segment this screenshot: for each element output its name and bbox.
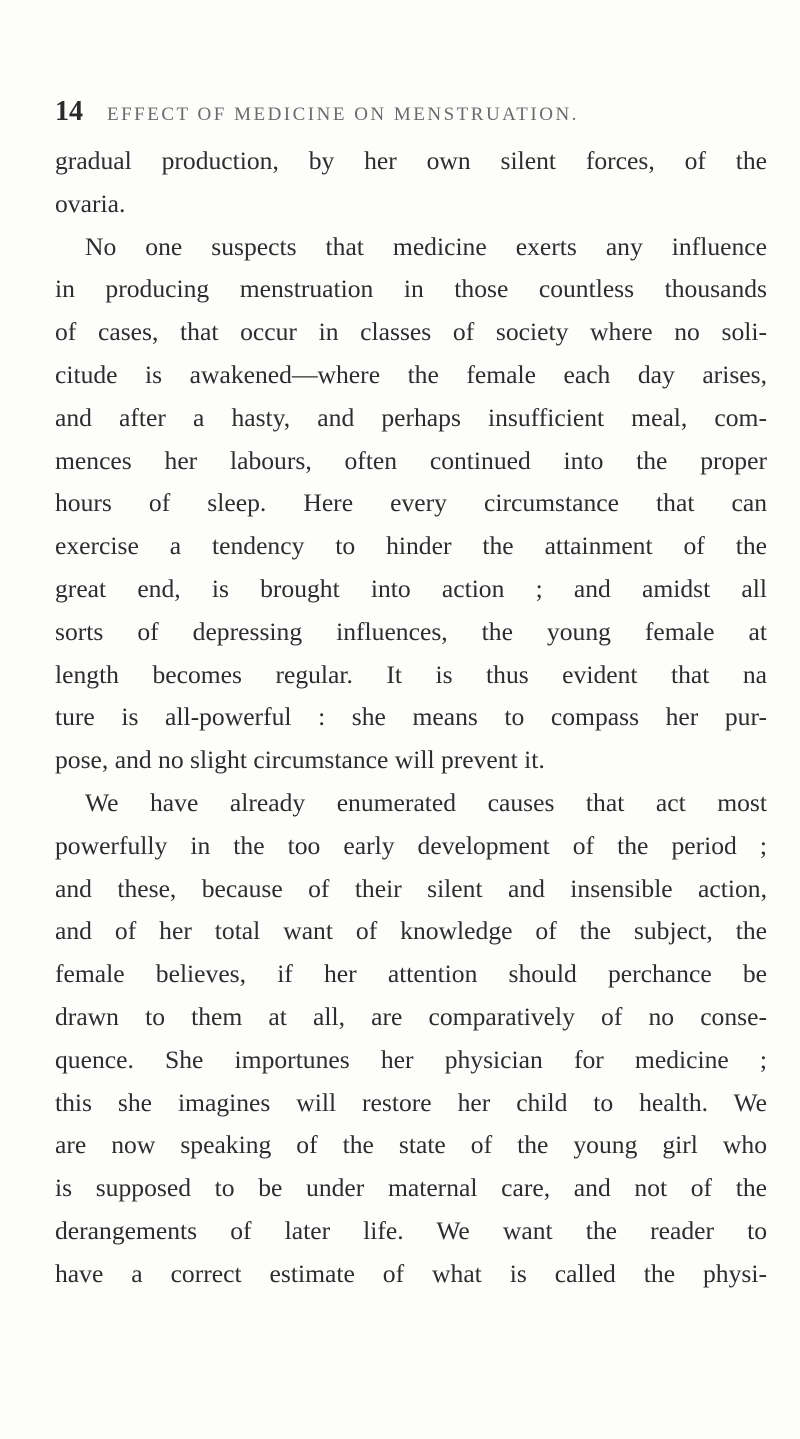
text-line: We have already enumerated causes that act most — [85, 787, 767, 817]
text-line: No one suspects that medicine exerts any influence — [85, 231, 767, 261]
text-line: gradual production, by her own silent forces, of the — [55, 146, 767, 175]
text-line: sorts of depressing influences, the young female at — [55, 616, 767, 646]
text-line: have a correct estimate of what is called the physi- — [55, 1258, 767, 1288]
text-line: drawn to them at all, are comparatively of no conse- — [55, 1001, 767, 1031]
text-line: of cases, that occur in classes of society where no soli- — [55, 317, 767, 347]
text-line: ovaria. — [55, 188, 126, 218]
page-number: 14 — [55, 96, 83, 127]
body-text — [55, 140, 767, 1296]
text-line: are now speaking of the state of the young girl who — [55, 1130, 767, 1160]
text-line: ture is all-powerful : she means to compass her pur- — [55, 702, 767, 732]
text-line: is supposed to be under maternal care, and not of the — [55, 1173, 767, 1203]
text-line: great end, is brought into action ; and amidst all — [55, 573, 767, 603]
text-line: and these, because of their silent and insensible action, — [55, 873, 767, 903]
text-line: female believes, if her attention should perchance be — [55, 959, 767, 989]
text-line: citude is awakened—where the female each day arises, — [55, 359, 767, 389]
text-line: this she imagines will restore her child to health. We — [55, 1087, 767, 1117]
text-line: pose, and no slight circumstance will prevent it. — [55, 745, 545, 775]
text-line: exercise a tendency to hinder the attainment of the — [55, 531, 767, 561]
text-line: powerfully in the too early development of the period ; — [55, 830, 767, 860]
text-line: in producing menstruation in those countless thousands — [55, 274, 767, 304]
text-line: mences her labours, often continued into the proper — [55, 445, 767, 475]
text-line: derangements of later life. We want the reader to — [55, 1215, 767, 1245]
page-header — [55, 96, 755, 128]
text-line: length becomes regular. It is thus evident that na — [55, 659, 767, 689]
text-line: hours of sleep. Here every circumstance that can — [55, 488, 767, 518]
running-head: EFFECT OF MEDICINE ON MENSTRUATION. — [107, 104, 579, 125]
text-line: quence. She importunes her physician for medicine ; — [55, 1044, 767, 1074]
text-line: and of her total want of knowledge of the subject, the — [55, 916, 767, 946]
text-line: and after a hasty, and perhaps insufficient meal, com- — [55, 402, 767, 432]
